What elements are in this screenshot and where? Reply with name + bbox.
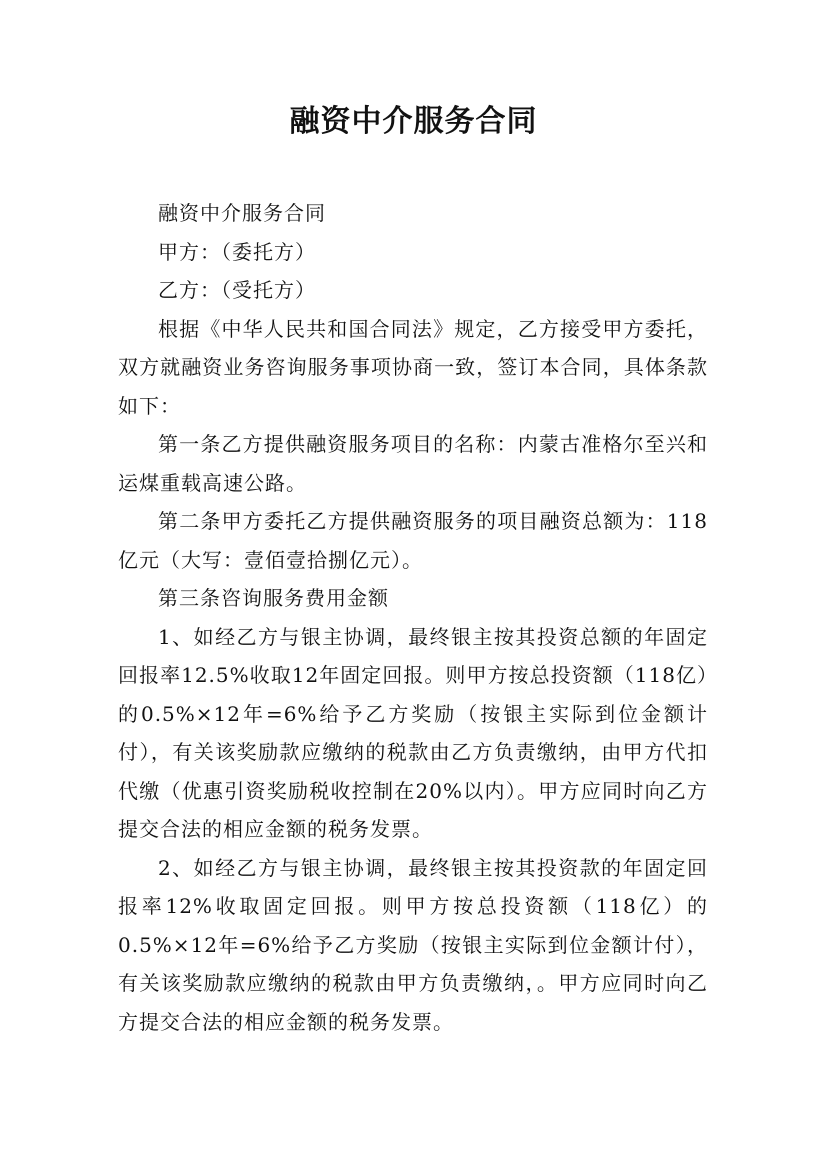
paragraph-heading: 融资中介服务合同	[158, 201, 326, 225]
paragraph-clause-2: 2、如经乙方与银主协调，最终银主按其投资款的年固定回报率12%收取固定回报。则甲方按总投资额（118亿）的0.5%×12年=6%给予乙方奖励（按银主实际到位金额计付），有关该奖励款应缴纳的税款由甲方负责缴纳，。甲方应同时向乙方提交合法的相应金额的税务发票。	[118, 855, 708, 1034]
paragraph-party-a: 甲方：（委托方）	[158, 239, 316, 264]
document-title: 融资中介服务合同	[289, 104, 538, 139]
paragraph-preamble: 根据《中华人民共和国合同法》规定，乙方接受甲方委托，双方就融资业务咨询服务事项协商一致，签订本合同，具体条款如下：	[118, 316, 708, 418]
paragraph-article-1: 第一条乙方提供融资服务项目的名称：内蒙古准格尔至兴和运煤重载高速公路。	[118, 432, 708, 495]
paragraph-article-2: 第二条甲方委托乙方提供融资服务的项目融资总额为：118亿元（大写：壹佰壹拾捌亿元）。	[118, 509, 708, 572]
paragraph-clause-1: 1、如经乙方与银主协调，最终银主按其投资总额的年固定回报率12.5%收取12年固定回报。则甲方按总投资额（118亿）的0.5%×12年=6%给予乙方奖励（按银主实际到位金额计付），有关该奖励款应缴纳的税款由乙方负责缴纳，由甲方代扣代缴（优惠引资奖励税收控制在20%以内）。甲方应同时向乙方提交合法的相应金额的税务发票。	[118, 624, 708, 841]
document-body	[118, 194, 708, 1041]
paragraph-party-b: 乙方：（受托方）	[158, 278, 316, 302]
paragraph-article-3: 第三条咨询服务费用金额	[158, 586, 389, 610]
